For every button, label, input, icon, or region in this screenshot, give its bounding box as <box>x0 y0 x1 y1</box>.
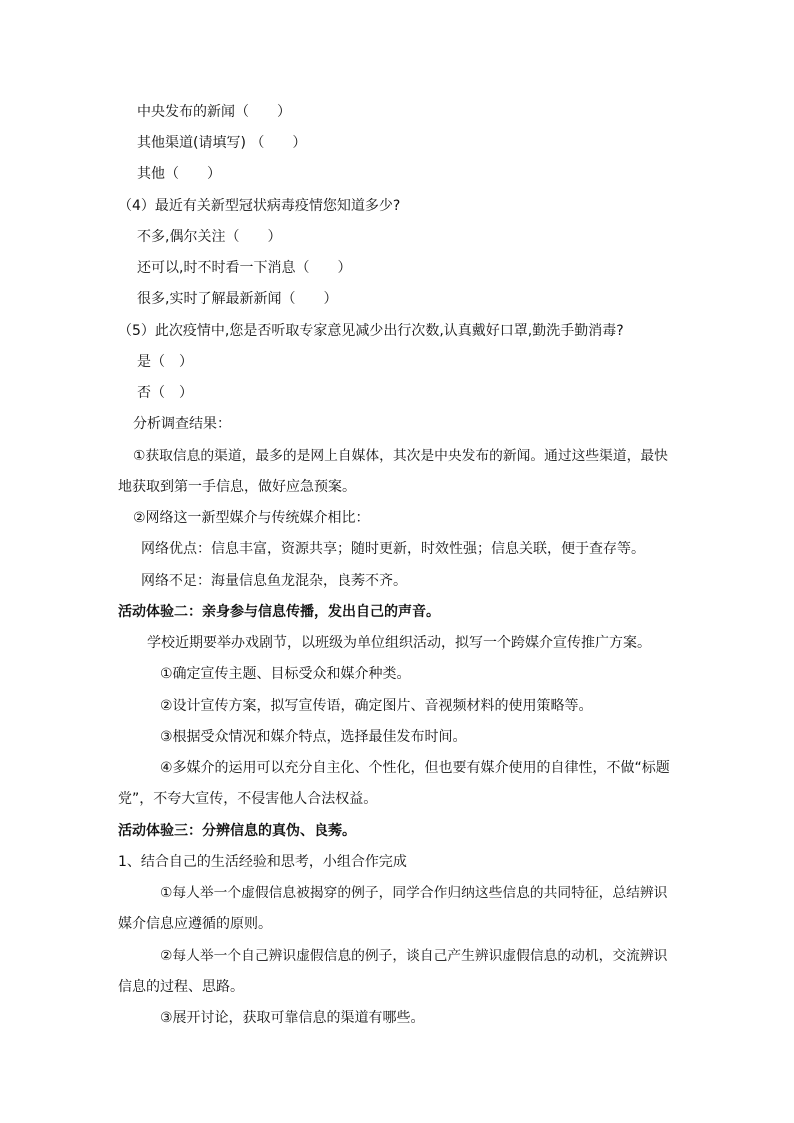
analysis-point-1: ①获取信息的渠道，最多的是网上自媒体，其次是中央发布的新闻。通过这些渠道，最快 <box>133 448 668 464</box>
activity-2-step-4: ④多媒介的运用可以充分自主化、个性化，但也要有媒介使用的自律性，不做“标题 <box>160 760 670 776</box>
q4-option-a: 不多,偶尔关注（ ） <box>137 229 282 245</box>
q4-option-c: 很多,实时了解最新新闻（ ） <box>137 291 338 307</box>
activity-3-item-1: ①每人举一个虚假信息被揭穿的例子，同学合作归纳这些信息的共同特征，总结辨识 <box>160 885 668 901</box>
q4-option-b: 还可以,时不时看一下消息（ ） <box>137 260 352 276</box>
activity-3-item-1-cont: 媒介信息应遵循的原则。 <box>118 916 272 932</box>
analysis-point-1-cont: 地获取到第一手信息，做好应急预案。 <box>118 479 356 495</box>
network-disadvantages: 网络不足：海量信息鱼龙混杂，良莠不齐。 <box>141 573 407 589</box>
activity-3-item-3: ③展开讨论，获取可靠信息的渠道有哪些。 <box>160 1010 425 1026</box>
activity-3-item-2-cont: 信息的过程、思路。 <box>118 979 244 995</box>
activity-2-step-1: ①确定宣传主题、目标受众和媒介种类。 <box>160 666 411 682</box>
q5-option-yes: 是（ ） <box>137 354 193 370</box>
activity-2-step-3: ③根据受众情况和媒介特点，选择最佳发布时间。 <box>160 729 467 745</box>
activity-2-step-4-cont: 党”，不夸大宣传，不侵害他人合法权益。 <box>118 791 378 807</box>
survey-option-other: 其他（ ） <box>137 166 221 182</box>
question-5: （5）此次疫情中,您是否听取专家意见减少出行次数,认真戴好口罩,勤洗手勤消毒? <box>118 323 624 339</box>
activity-3-heading: 活动体验三：分辨信息的真伪、良莠。 <box>118 823 356 839</box>
survey-option-central-news: 中央发布的新闻（ ） <box>137 104 291 120</box>
survey-option-other-channels: 其他渠道(请填写) （ ） <box>137 135 307 151</box>
activity-3-task-1: 1、结合自己的生活经验和思考，小组合作完成 <box>118 854 407 870</box>
analysis-heading: 分析调查结果： <box>133 416 231 432</box>
analysis-point-2: ②网络这一新型媒介与传统媒介相比： <box>133 510 370 526</box>
network-advantages: 网络优点：信息丰富，资源共享；随时更新，时效性强；信息关联，便于查存等。 <box>141 541 645 557</box>
activity-2-intro: 学校近期要举办戏剧节，以班级为单位组织活动，拟写一个跨媒介宣传推广方案。 <box>147 635 651 651</box>
question-4: （4）最近有关新型冠状病毒疫情您知道多少? <box>118 198 401 214</box>
activity-2-heading: 活动体验二：亲身参与信息传播，发出自己的声音。 <box>118 604 440 620</box>
q5-option-no: 否（ ） <box>137 385 193 401</box>
activity-2-step-2: ②设计宣传方案，拟写宣传语，确定图片、音视频材料的使用策略等。 <box>160 698 593 714</box>
activity-3-item-2: ②每人举一个自己辨识虚假信息的例子，谈自己产生辨识虚假信息的动机，交流辨识 <box>160 948 668 964</box>
